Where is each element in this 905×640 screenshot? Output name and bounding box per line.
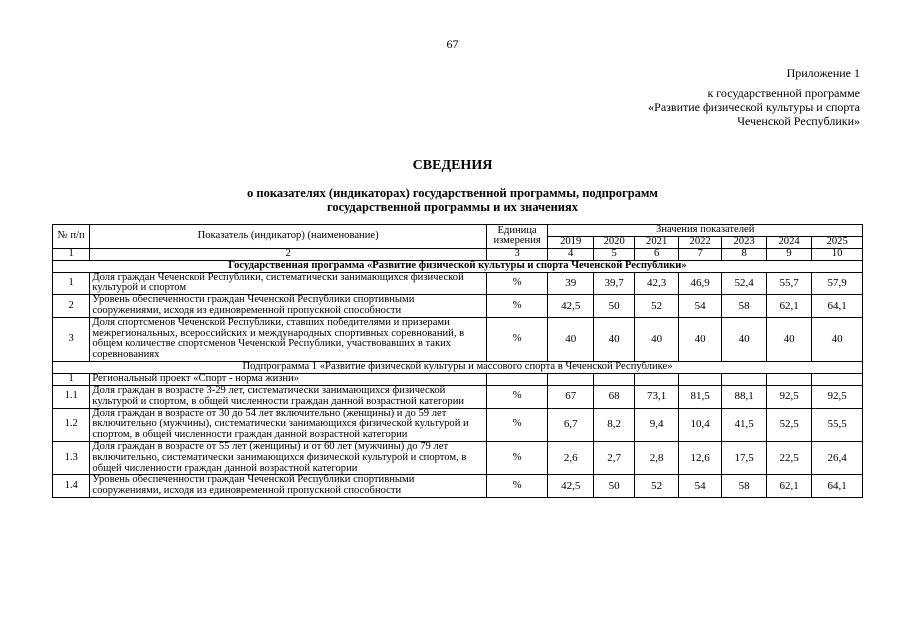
row-value: 40 [812,317,863,361]
row-num: 1.1 [53,385,90,408]
empty-cell [486,373,548,385]
row-value: 17,5 [722,441,766,474]
row-indicator-name: Уровень обеспеченности граждан Чеченской Республики спортивными сооружениями, исходя из единовременной пропускной способности [90,295,486,318]
document-subtitle [0,186,905,214]
table-row [53,385,863,408]
row-value: 62,1 [766,475,812,498]
row-value: 52 [635,295,678,318]
header-unit: Единица измерения [486,225,548,249]
document-heading [0,158,905,214]
row-indicator-name: Доля спортсменов Чеченской Республики, ставших победителями и призерами межрегиональных, всероссийских и международных спортивных соревнований, в общем количестве спортсменов Чеченской Республики, участвовавших в таких соревнованиях [90,317,486,361]
column-number: 9 [766,248,812,260]
row-unit: % [486,272,548,295]
row-value: 58 [722,295,766,318]
header-year: 2021 [635,236,678,248]
header-year: 2024 [766,236,812,248]
row-indicator-name: Доля граждан Чеченской Республики, систематически занимающихся физической культурой и спортом [90,272,486,295]
empty-cell [678,373,721,385]
page-number: 67 [446,37,459,51]
table-row [53,295,863,318]
row-value: 42,5 [548,295,594,318]
column-number: 1 [53,248,90,260]
header-year: 2023 [722,236,766,248]
header-num: № п/п [53,225,90,249]
row-num: 1 [53,272,90,295]
subprogram-rows [53,385,863,497]
row-value: 52 [635,475,678,498]
row-value: 40 [635,317,678,361]
column-number: 6 [635,248,678,260]
header-year: 2020 [593,236,634,248]
section-row-program [53,260,863,272]
row-indicator-name: Доля граждан в возрасте 3-29 лет, систематически занимающихся физической культурой и спортом, в общей численности граждан данной возрастной категории [90,385,486,408]
column-number: 10 [812,248,863,260]
appendix-block [648,66,860,128]
row-unit: % [486,317,548,361]
row-value: 81,5 [678,385,721,408]
empty-cell [548,373,594,385]
row-value: 64,1 [812,295,863,318]
row-value: 22,5 [766,441,812,474]
column-number: 8 [722,248,766,260]
row-value: 55,5 [812,408,863,441]
section-subprogram-title: Подпрограмма 1 «Развитие физической культуры и массового спорта в Чеченской Республике» [53,361,863,373]
empty-cell [593,373,634,385]
row-unit: % [486,295,548,318]
header-year: 2022 [678,236,721,248]
table-row [53,408,863,441]
table-row [53,475,863,498]
table-row [53,317,863,361]
row-num: 1.4 [53,475,90,498]
column-number: 7 [678,248,721,260]
row-value: 58 [722,475,766,498]
row-indicator-name: Доля граждан в возрасте от 55 лет (женщины) и от 60 лет (мужчины) до 79 лет включительно, систематически занимающихся физической культурой и спортом, в общей численности граждан данной возрастной категории [90,441,486,474]
row-unit: % [486,385,548,408]
row-value: 8,2 [593,408,634,441]
row-value: 40 [593,317,634,361]
row-value: 46,9 [678,272,721,295]
project-num: 1 [53,373,90,385]
row-value: 88,1 [722,385,766,408]
row-value: 2,8 [635,441,678,474]
header-values-group: Значения показателей [548,225,863,237]
empty-cell [812,373,863,385]
row-num: 3 [53,317,90,361]
row-value: 40 [766,317,812,361]
document-title: СВЕДЕНИЯ [412,158,493,173]
row-unit: % [486,408,548,441]
section-program-title: Государственная программа «Развитие физической культуры и спорта Чеченской Республики» [53,260,863,272]
subtitle-line: о показателях (индикаторах) государственной программы, подпрограмм [247,186,658,200]
row-value: 52,5 [766,408,812,441]
row-value: 54 [678,475,721,498]
appendix-line: к государственной программе [707,86,860,100]
column-numbers-row [53,248,863,260]
row-value: 64,1 [812,475,863,498]
row-num: 1.2 [53,408,90,441]
row-num: 2 [53,295,90,318]
row-value: 92,5 [766,385,812,408]
empty-cell [722,373,766,385]
row-value: 92,5 [812,385,863,408]
row-value: 39 [548,272,594,295]
column-number: 5 [593,248,634,260]
row-unit: % [486,475,548,498]
row-value: 10,4 [678,408,721,441]
row-value: 40 [548,317,594,361]
row-value: 50 [593,295,634,318]
row-value: 52,4 [722,272,766,295]
row-value: 40 [722,317,766,361]
row-value: 2,6 [548,441,594,474]
row-value: 2,7 [593,441,634,474]
row-value: 68 [593,385,634,408]
project-row [53,373,863,385]
row-value: 73,1 [635,385,678,408]
row-value: 50 [593,475,634,498]
indicators-table [52,224,863,498]
header-year: 2019 [548,236,594,248]
appendix-line: Чеченской Республики» [737,114,860,128]
appendix-label: Приложение 1 [786,66,860,80]
row-value: 42,5 [548,475,594,498]
column-number: 3 [486,248,548,260]
subtitle-line: государственной программы и их значениях [326,200,579,214]
project-name: Региональный проект «Спорт - норма жизни» [90,373,486,385]
header-row [53,225,863,237]
column-number: 2 [90,248,486,260]
row-value: 41,5 [722,408,766,441]
row-value: 55,7 [766,272,812,295]
row-value: 40 [678,317,721,361]
empty-cell [766,373,812,385]
program-rows [53,272,863,361]
row-num: 1.3 [53,441,90,474]
table-row [53,441,863,474]
row-value: 12,6 [678,441,721,474]
row-value: 9,4 [635,408,678,441]
row-value: 6,7 [548,408,594,441]
row-indicator-name: Доля граждан в возрасте от 30 до 54 лет включительно (женщины) и до 59 лет включительно (мужчины), систематически занимающихся физической культурой и спортом, в общей численности граждан данной возрастной категории [90,408,486,441]
row-value: 54 [678,295,721,318]
header-name: Показатель (индикатор) (наименование) [90,225,486,249]
column-number: 4 [548,248,594,260]
row-indicator-name: Уровень обеспеченности граждан Чеченской Республики спортивными сооружениями, исходя из единовременной пропускной способности [90,475,486,498]
table-row [53,272,863,295]
row-value: 26,4 [812,441,863,474]
row-unit: % [486,441,548,474]
row-value: 67 [548,385,594,408]
row-value: 62,1 [766,295,812,318]
empty-cell [635,373,678,385]
row-value: 42,3 [635,272,678,295]
section-row-subprogram [53,361,863,373]
row-value: 57,9 [812,272,863,295]
row-value: 39,7 [593,272,634,295]
appendix-line: «Развитие физической культуры и спорта [648,100,860,114]
header-year: 2025 [812,236,863,248]
